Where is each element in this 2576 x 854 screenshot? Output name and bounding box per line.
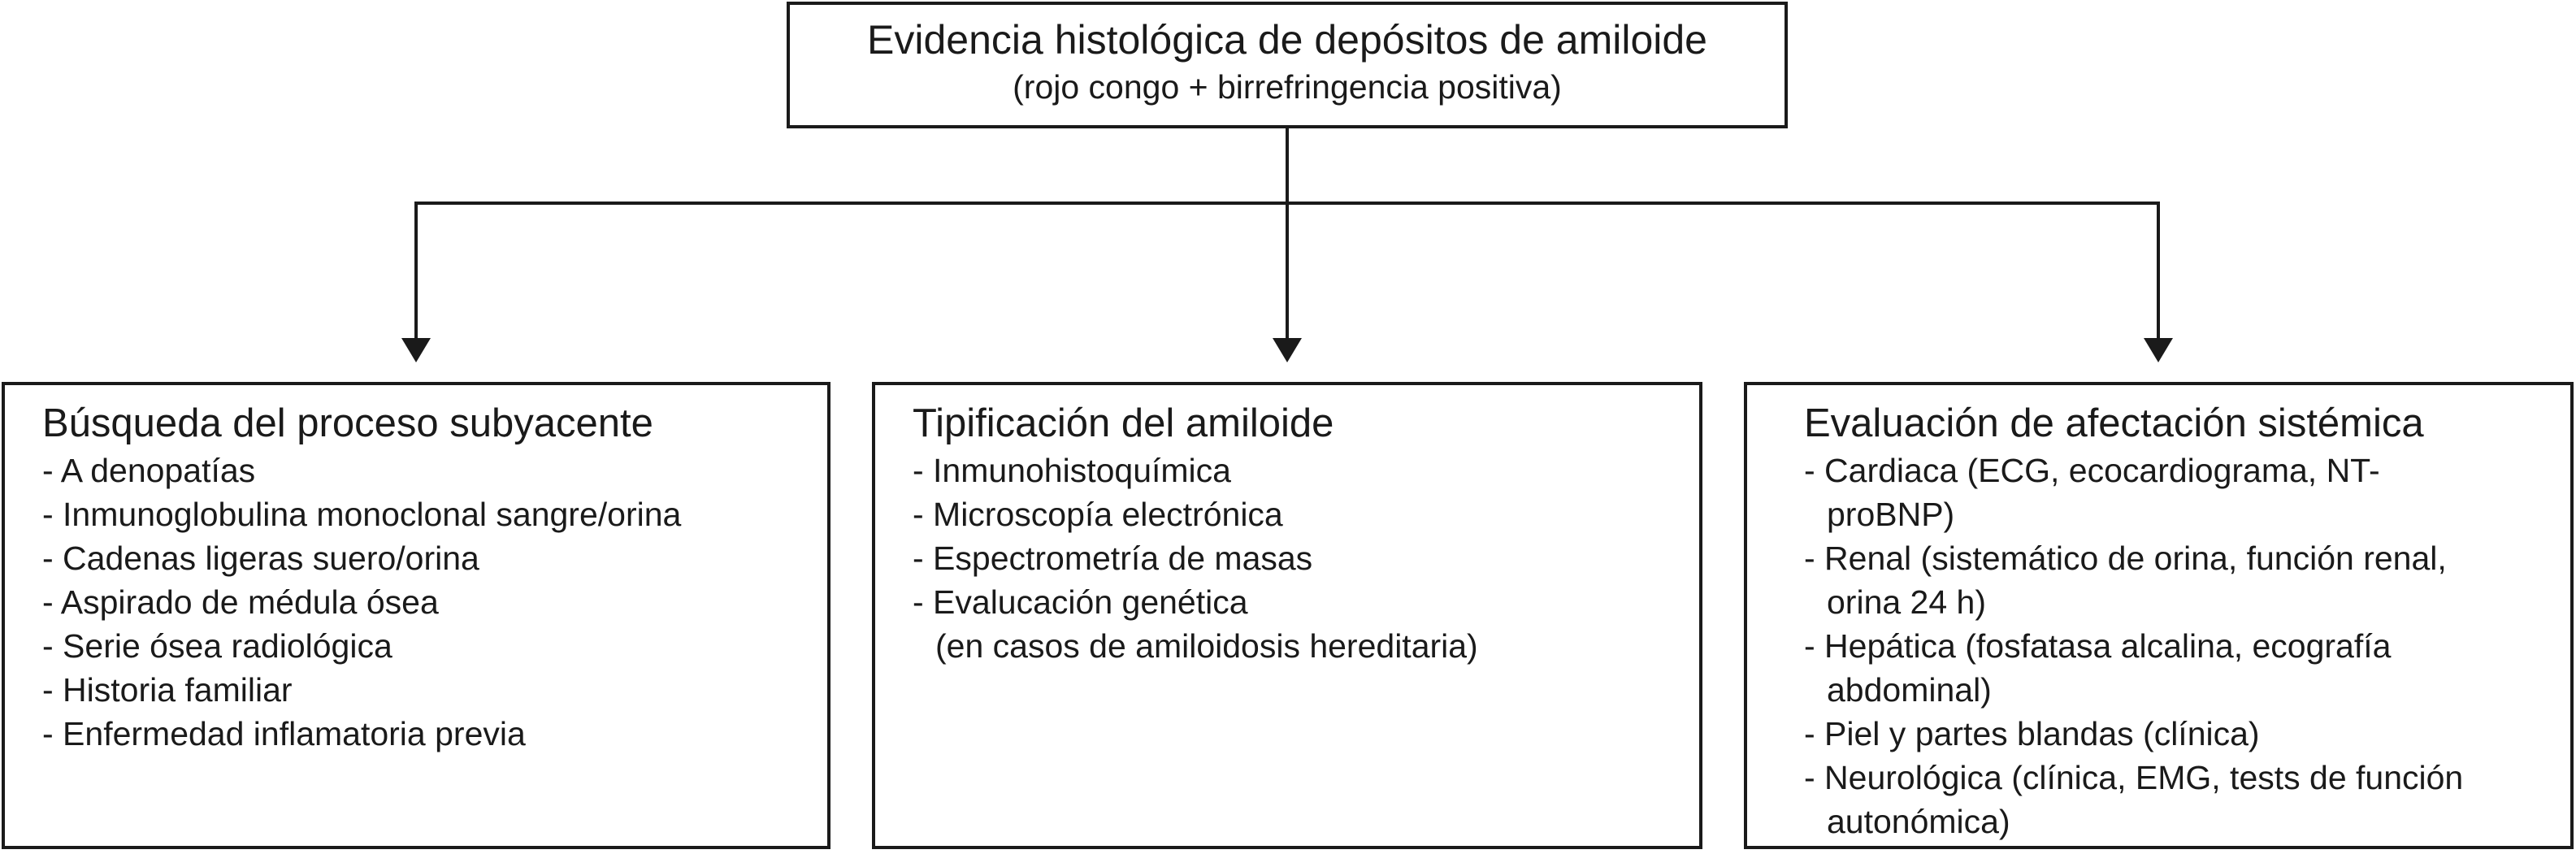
item-list [42, 449, 803, 756]
list-item [42, 580, 803, 624]
list-item-text: - Aspirado de médula ósea [42, 583, 439, 621]
top-box-title: Evidencia histológica de depósitos de amiloide [867, 17, 1707, 63]
list-item-text: - Inmunohistoquímica [913, 452, 1231, 489]
list-item [913, 536, 1675, 580]
top-box [787, 2, 1788, 128]
list-item-continuation: proBNP) [1827, 496, 1955, 533]
box-title: Búsqueda del proceso subyacente [42, 401, 653, 445]
list-item-text: - Inmunoglobulina monoclonal sangre/orina [42, 496, 682, 533]
list-item [913, 449, 1675, 492]
list-item [42, 536, 803, 580]
list-item [1804, 624, 2546, 712]
list-item-continuation: (en casos de amiloidosis hereditaria) [935, 627, 1478, 665]
list-item-continuation: abdominal) [1827, 671, 1992, 709]
box-underlying-process [2, 382, 830, 849]
list-item-text: - Evalucación genética [913, 583, 1248, 621]
list-item-text: - Historia familiar [42, 671, 293, 709]
list-item-text: - Espectrometría de masas [913, 540, 1313, 577]
list-item [1804, 536, 2546, 624]
list-item [42, 492, 803, 536]
list-item-text: - Neurológica (clínica, EMG, tests de función [1804, 759, 2464, 796]
list-item [42, 624, 803, 668]
box-title: Tipificación del amiloide [913, 401, 1334, 445]
list-item-text: - Cardiaca (ECG, ecocardiograma, NT- [1804, 452, 2380, 489]
list-item [913, 580, 1675, 668]
list-item-continuation: autonómica) [1827, 803, 2010, 840]
list-item-continuation: orina 24 h) [1827, 583, 1987, 621]
list-item [42, 668, 803, 712]
list-item-text: - A denopatías [42, 452, 256, 489]
list-item [1804, 712, 2546, 756]
list-item [42, 712, 803, 756]
list-item-text: - Enfermedad inflamatoria previa [42, 715, 526, 752]
box-title: Evaluación de afectación sistémica [1804, 401, 2424, 445]
list-item [1804, 756, 2546, 843]
list-item-text: - Hepática (fosfatasa alcalina, ecografía [1804, 627, 2392, 665]
list-item-text: - Renal (sistemático de orina, función renal, [1804, 540, 2447, 577]
list-item [42, 449, 803, 492]
top-box-subtitle: (rojo congo + birrefringencia positiva) [1013, 68, 1562, 106]
list-item [1804, 449, 2546, 536]
item-list [913, 449, 1675, 668]
arrowhead-right [2144, 338, 2173, 362]
box-systemic-evaluation [1744, 382, 2574, 849]
arrowhead-center [1273, 338, 1302, 362]
list-item-text: - Microscopía electrónica [913, 496, 1283, 533]
list-item-text: - Serie ósea radiológica [42, 627, 392, 665]
arrowhead-left [401, 338, 431, 362]
box-amyloid-typing [872, 382, 1702, 849]
item-list [1804, 449, 2546, 843]
list-item [913, 492, 1675, 536]
list-item-text: - Cadenas ligeras suero/orina [42, 540, 479, 577]
list-item-text: - Piel y partes blandas (clínica) [1804, 715, 2260, 752]
